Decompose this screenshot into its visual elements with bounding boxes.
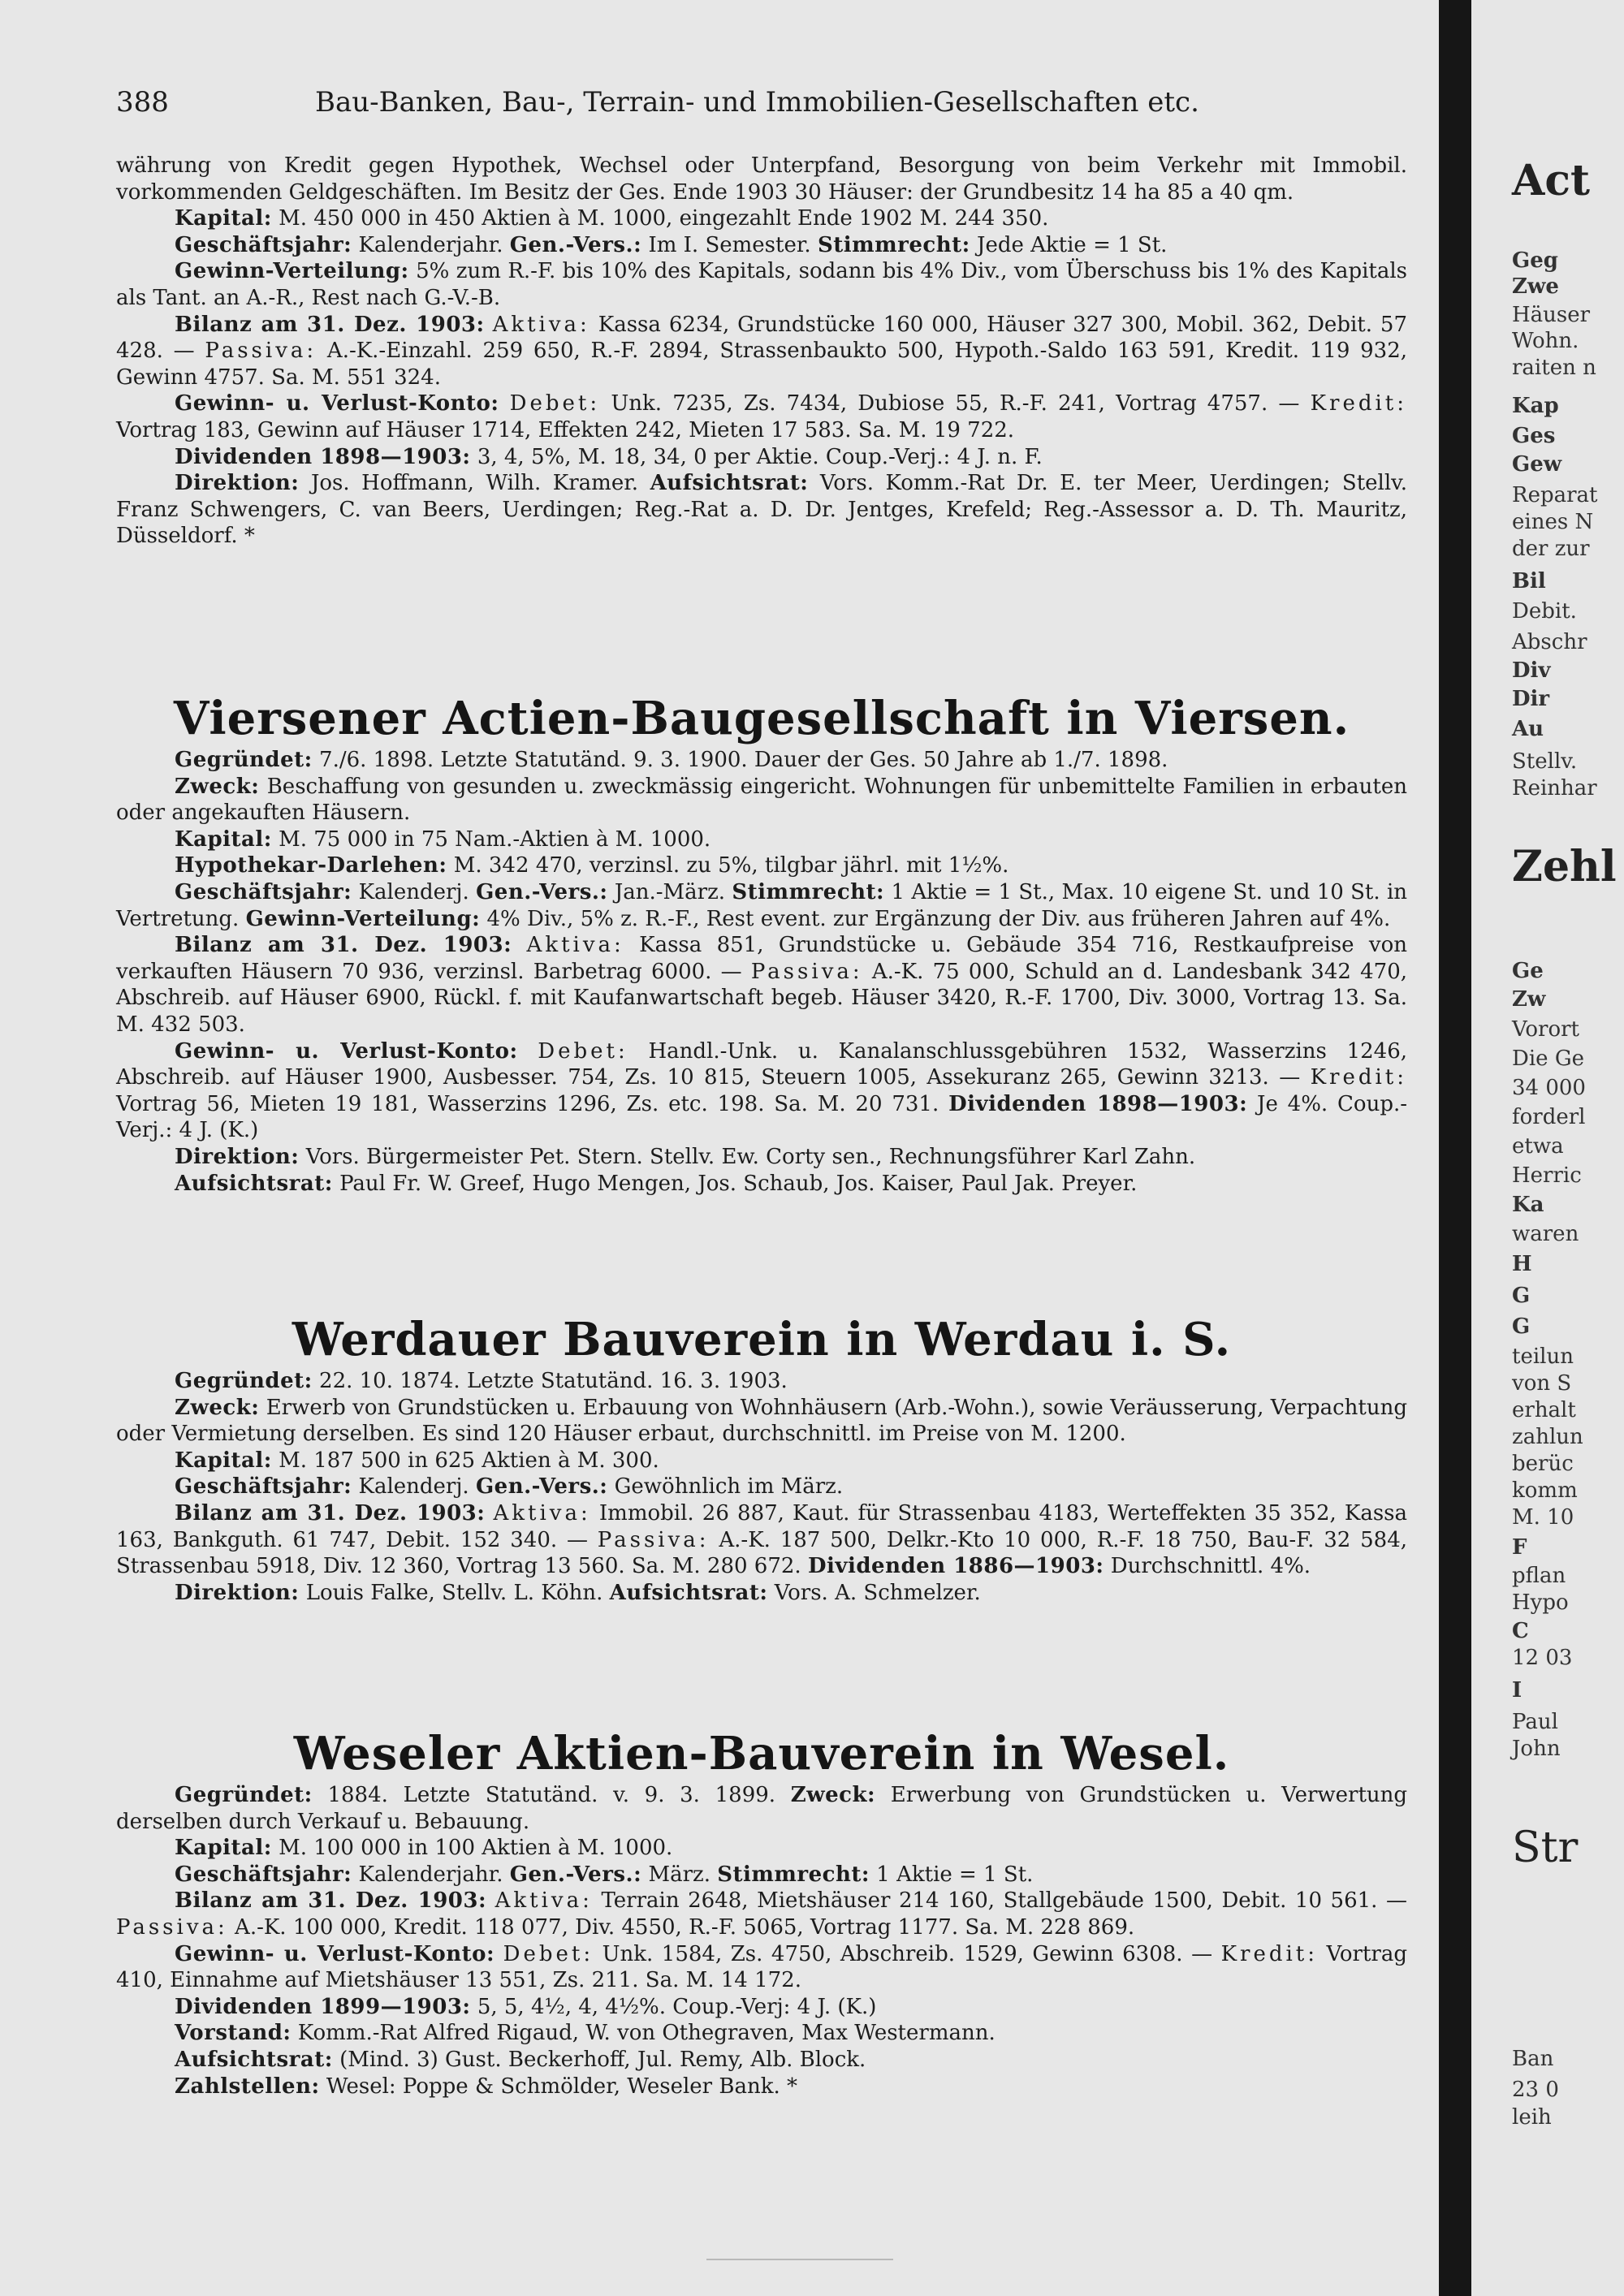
frag-text: G [1512,1314,1531,1339]
kapital-value: M. 75 000 in 75 Nam.-Aktien à M. 1000. [279,826,711,852]
gen-vers-value: März. [648,1862,710,1887]
guv-label: Gewinn- u. Verlust-Konto: [175,391,499,416]
aufsichtsrat-label: Aufsichtsrat: [609,1580,768,1605]
direktion-line [116,1580,1407,1607]
guv-label: Gewinn- u. Verlust-Konto: [175,1941,495,1966]
debet-label: Debet: [503,1941,594,1966]
kredit-value: Vortrag 183, Gewinn auf Häuser 1714, Effekten 242, Mieten 17 583. Sa. M. 19 722. [116,417,1015,442]
passiva-label: Passiva: [597,1527,710,1552]
dividenden-label: Dividenden 1898—1903: [175,444,471,469]
dividenden-line [116,444,1407,471]
stimmrecht-label: Stimmrecht: [817,232,970,257]
frag-text: Zehl [1512,842,1617,891]
zahlstellen-value: Wesel: Poppe & Schmölder, Weseler Bank. * [326,2074,797,2099]
geschaeftsjahr-line [116,1474,1407,1500]
zahlstellen-label: Zahlstellen: [175,2074,320,2099]
zweck-value: Erwerbung von Grundstücken u. Verwertung derselben durch Verkauf u. Bebauung. [116,1783,1408,1834]
frag-text: M. 10 [1512,1505,1574,1530]
kapital-line [116,1448,1407,1474]
stimmrecht-label: Stimmrecht: [717,1862,870,1887]
debet-value: Unk. 7235, Zs. 7434, Dubiose 55, R.-F. 241, Vortrag 4757. — [611,391,1300,416]
geschaeftsjahr-value: Kalenderj. [358,879,469,904]
guv-line [116,1941,1407,1994]
vorstand-value: Komm.-Rat Alfred Rigaud, W. von Othegraven, Max Westermann. [297,2021,996,2046]
frag-text: Gew [1512,452,1562,477]
frag-text: Debit. [1512,599,1577,624]
geschaeftsjahr-value: Kalenderjahr. [358,1862,503,1887]
zweck-label: Zweck: [175,1395,260,1420]
gegruendet-label: Gegründet: [175,1369,313,1393]
gewinn-label: Gewinn-Verteilung: [175,259,409,284]
aufsichtsrat-value: Vors. A. Schmelzer. [774,1580,981,1605]
aktiva-value: Kassa 851, Grundstücke u. Gebäude 354 716, Restkaufpreise von verkauften Häusern 70 936, verzinsl. Barbetrag 6000. — [116,933,1407,984]
frag-text: Vorort [1512,1017,1580,1042]
stimmrecht-value: 1 Aktie = 1 St. [876,1862,1034,1887]
debet-value: Unk. 1584, Zs. 4750, Abschreib. 1529, Gewinn 6308. — [602,1941,1213,1966]
passiva-value: A.-K.-Einzahl. 259 650, R.-F. 2894, Strassenbaukto 500, Hypoth.-Saldo 163 591, Kredit. 119 932, Gewinn 4757. Sa. M. 551 324. [116,339,1407,390]
frag-text: I [1512,1678,1522,1703]
kapital-value: M. 187 500 in 625 Aktien à M. 300. [279,1448,659,1473]
passiva-value: A.-K. 75 000, Schuld an d. Landesbank 342 470, Abschreib. auf Häuser 6900, Rückl. f. mit Kaufanwartschaft begeb. Häuser 3420, R.-F. 1700, Div. 3000, Vortrag 13. Sa. M. 432 503. [116,959,1408,1037]
page-number: 388 [116,86,169,119]
frag-text: Hypo [1512,1590,1569,1615]
bilanz-label: Bilanz am 31. Dez. 1903: [175,312,485,337]
frag-text: Zwe [1512,274,1559,299]
frag-text: C [1512,1619,1529,1643]
debet-value: Handl.-Unk. u. Kanalanschlussgebühren 1532, Wasserzins 1246, Abschreib. auf Häuser 1900, Ausbesser. 754, Zs. 10 815, Steuern 1005, Assekuranz 265, Gewinn 3213. — [116,1038,1408,1090]
kredit-value: Vortrag 56, Mieten 19 181, Wasserzins 1296, Zs. etc. 198. Sa. M. 20 731. [116,1091,939,1116]
geschaeftsjahr-label: Geschäftsjahr: [175,232,352,257]
gen-vers-value: Gewöhnlich im März. [614,1474,844,1500]
frag-text: Wohn. [1512,329,1579,353]
aufsichtsrat-value: (Mind. 3) Gust. Beckerhoff, Jul. Remy, Alb. Block. [339,2047,866,2072]
passiva-label: Passiva: [205,339,317,364]
adjacent-page-fragment [1471,0,1624,2296]
frag-text: pflan [1512,1564,1566,1588]
kapital-line [116,1835,1407,1862]
debet-label: Debet: [509,391,601,416]
hypothekar-value: M. 342 470, verzinsl. zu 5%, tilgbar jährl. mit 1½%. [453,853,1009,878]
gegruendet-label: Gegründet: [175,1783,313,1807]
gen-vers-value: Jan.-März. [614,879,726,904]
direktion-label: Direktion: [175,471,300,496]
frag-text: 34 000 [1512,1076,1586,1100]
aufsichtsrat-line [116,2047,1407,2074]
frag-text: erhalt [1512,1398,1576,1422]
frag-text: von S [1512,1371,1572,1396]
frag-text: leih [1512,2105,1552,2130]
frag-text: John [1512,1737,1561,1761]
entry-wesel [116,1725,1407,2100]
kapital-label: Kapital: [175,826,272,852]
frag-text: Div [1512,658,1551,683]
zweck-value: Erwerb von Grundstücken u. Erbauung von Wohnhäusern (Arb.-Wohn.), sowie Veräusserung, Verpachtung oder Vermietung derselben. Es sind 120 Häuser erbaut, durchschnittl. im Preise von M. 1200. [116,1395,1408,1447]
frag-text: Str [1512,1823,1579,1872]
geschaeftsjahr-value: Kalenderj. [358,1474,469,1500]
frag-text: waren [1512,1222,1579,1246]
gegruendet-value: 1884. Letzte Statutänd. v. 9. 3. 1899. [327,1783,776,1807]
entry-viersen [116,690,1407,1197]
gegruendet-value: 7./6. 1898. Letzte Statutänd. 9. 3. 1900. Dauer der Ges. 50 Jahre ab 1./7. 1898. [319,748,1168,772]
frag-text: Dir [1512,687,1550,711]
book-gutter [1439,0,1471,2296]
passiva-label: Passiva: [116,1914,228,1940]
bilanz-label: Bilanz am 31. Dez. 1903: [175,1888,487,1914]
gewinn-value: 4% Div., 5% z. R.-F., Rest event. zur Ergänzung der Div. aus früheren Jahren auf 4%. [486,906,1391,931]
frag-text: zahlun [1512,1425,1583,1449]
frag-text: teilun [1512,1344,1574,1369]
geschaeftsjahr-label: Geschäftsjahr: [175,1474,352,1500]
kredit-value: Vortrag 410, Einnahme auf Mietshäuser 13 551, Zs. 211. Sa. M. 14 172. [116,1941,1408,1993]
dividenden-value: Durchschnittl. 4%. [1110,1554,1311,1579]
gewinn-line [116,258,1407,311]
guv-line [116,1038,1407,1144]
bilanz-line [116,932,1407,1038]
direktion-line [116,470,1407,550]
kapital-line [116,205,1407,232]
bilanz-line [116,1888,1407,1940]
kapital-label: Kapital: [175,206,272,231]
aktiva-label: Aktiva: [493,1500,591,1526]
entry-continuation [116,153,1407,550]
aktiva-value: Immobil. 26 887, Kaut. für Strassenbau 4183, Werteffekten 35 352, Kassa 163, Bankguth. 61 747, Debit. 152 340. — [116,1500,1408,1552]
frag-text: Reinhar [1512,776,1597,801]
kredit-label: Kredit: [1310,1065,1408,1090]
direktion-value: Vors. Bürgermeister Pet. Stern. Stellv. Ew. Corty sen., Rechnungsführer Karl Zahn. [305,1144,1196,1169]
frag-text: etwa [1512,1134,1564,1159]
gegruendet-value: 22. 10. 1874. Letzte Statutänd. 16. 3. 1903. [319,1369,788,1393]
frag-text: Kap [1512,394,1559,418]
frag-text: Paul [1512,1710,1558,1734]
direktion-value: Louis Falke, Stellv. L. Köhn. [305,1580,603,1605]
kredit-label: Kredit: [1220,1941,1318,1966]
frag-text: Ka [1512,1193,1544,1217]
guv-label: Gewinn- u. Verlust-Konto: [175,1038,518,1064]
dividenden-line [116,1994,1407,2021]
aktiva-value: Terrain 2648, Mietshäuser 214 160, Stallgebäude 1500, Debit. 10 561. — [601,1888,1407,1914]
gen-vers-label: Gen.-Vers.: [509,1862,642,1887]
frag-text: Ban [1512,2047,1554,2071]
gegruendet-line [116,747,1407,774]
frag-text: Zw [1512,987,1546,1012]
direktion-line [116,1144,1407,1171]
geschaeftsjahr-line [116,1862,1407,1888]
dividenden-label: Dividenden 1886—1903: [807,1554,1104,1579]
frag-text: der zur [1512,537,1590,561]
bilanz-line [116,312,1407,391]
direktion-label: Direktion: [175,1144,300,1169]
gen-vers-label: Gen.-Vers.: [476,879,608,904]
gen-vers-value: Im I. Semester. [648,232,811,257]
aufsichtsrat-line [116,1171,1407,1198]
bilanz-label: Bilanz am 31. Dez. 1903: [175,933,512,958]
aufsichtsrat-label: Aufsichtsrat: [650,471,809,496]
dividenden-value: Je 4%. Coup.-Verj.: 4 J. (K.) [116,1091,1408,1143]
kapital-value: M. 450 000 in 450 Aktien à M. 1000, eingezahlt Ende 1902 M. 244 350. [279,206,1049,231]
vorstand-label: Vorstand: [175,2021,292,2046]
frag-text: H [1512,1252,1532,1276]
dividenden-value: 5, 5, 4½, 4, 4½%. Coup.-Verj: 4 J. (K.) [477,1994,877,2019]
end-rule [706,2259,893,2260]
frag-text: Abschr [1512,630,1587,654]
frag-text: forderl [1512,1105,1586,1129]
kapital-value: M. 100 000 in 100 Aktien à M. 1000. [279,1836,673,1861]
kapital-line [116,826,1407,853]
bilanz-line [116,1500,1407,1580]
debet-label: Debet: [538,1038,628,1064]
kapital-label: Kapital: [175,1448,272,1473]
zweck-label: Zweck: [790,1783,876,1807]
frag-text: Act [1512,156,1591,205]
dividenden-label: Dividenden 1899—1903: [175,1994,471,2019]
frag-text: Ges [1512,424,1556,448]
entry-title: Viersener Actien-Baugesellschaft in Viersen. [173,692,1350,745]
frag-text: komm [1512,1478,1578,1503]
frag-text: 12 03 [1512,1646,1573,1670]
frag-text: berüc [1512,1452,1574,1476]
passiva-value: A.-K. 100 000, Kredit. 118 077, Div. 4550, R.-F. 5065, Vortrag 1177. Sa. M. 228 869. [235,1914,1135,1940]
frag-text: Bil [1512,569,1546,593]
direktion-label: Direktion: [175,1580,300,1605]
aktiva-label: Aktiva: [526,933,624,958]
gewinn-value: 5% zum R.-F. bis 10% des Kapitals, sodann bis 4% Div., vom Überschuss bis 1% des Kapitals als Tant. an A.-R., Rest nach G.-V.-B. [116,259,1408,310]
frag-text: Herric [1512,1163,1582,1188]
gen-vers-label: Gen.-Vers.: [509,232,642,257]
geschaeftsjahr-line [116,879,1407,932]
gegruendet-line [116,1368,1407,1395]
zweck-line [116,1395,1407,1448]
frag-text: Häuser [1512,303,1591,327]
guv-line [116,391,1407,443]
geschaeftsjahr-label: Geschäftsjahr: [175,879,352,904]
geschaeftsjahr-value: Kalenderjahr. [358,232,503,257]
running-title: Bau-Banken, Bau-, Terrain- und Immobilien-Gesellschaften etc. [315,86,1199,119]
hypothekar-line [116,852,1407,879]
stimmrecht-label: Stimmrecht: [732,879,885,904]
frag-text: 23 0 [1512,2078,1559,2102]
aktiva-label: Aktiva: [492,312,590,337]
gegruendet-line [116,1782,1407,1835]
kapital-label: Kapital: [175,1836,272,1861]
frag-text: Stellv. [1512,749,1578,774]
frag-text: F [1512,1535,1527,1560]
direktion-value: Jos. Hoffmann, Wilh. Kramer. [310,471,639,496]
dividenden-label: Dividenden 1898—1903: [948,1091,1248,1116]
frag-text: eines N [1512,510,1594,534]
hypothekar-label: Hypothekar-Darlehen: [175,853,447,878]
kredit-label: Kredit: [1310,391,1407,416]
zweck-line [116,774,1407,826]
frag-text: Reparat [1512,483,1598,507]
bilanz-label: Bilanz am 31. Dez. 1903: [175,1500,486,1526]
zweck-value: Beschaffung von gesunden u. zweckmässig eingericht. Wohnungen für unbemittelte Familien in erbauten oder angekauften Häusern. [116,774,1407,826]
gewinn-label: Gewinn-Verteilung: [245,906,481,931]
entry-title: Weseler Aktien-Bauverein in Wesel. [293,1727,1230,1780]
entry-title: Werdauer Bauverein in Werdau i. S. [292,1313,1232,1366]
frag-text: Geg [1512,248,1558,273]
stimmrecht-value: 1 Aktie = 1 St., Max. 10 eigene St. und 10 St. in Vertretung. [116,879,1408,931]
frag-text: G [1512,1284,1531,1308]
intro-text: währung von Kredit gegen Hypothek, Wechsel oder Unterpfand, Besorgung von beim Verkehr mit Immobil. vorkommenden Geldgeschäften. Im Besitz der Ges. Ende 1903 30 Häuser: der Grundbesitz 14 ha 85 a 40 qm. [116,153,1407,205]
frag-text: raiten n [1512,356,1596,380]
zahlstellen-line [116,2074,1407,2100]
frag-text: Au [1512,717,1544,741]
aufsichtsrat-value: Vors. Komm.-Rat Dr. E. ter Meer, Uerdingen; Stellv. Franz Schwengers, C. van Beers, Uerdingen; Reg.-Rat a. D. Dr. Jentges, Krefeld; Reg.-Assessor a. D. Th. Mauritz, Düsseldorf. * [116,471,1408,549]
dividenden-value: 3, 4, 5%, M. 18, 34, 0 per Aktie. Coup.-Verj.: 4 J. n. F. [477,444,1043,469]
geschaeftsjahr-line [116,232,1407,259]
passiva-value: A.-K. 187 500, Delkr.-Kto 10 000, R.-F. 18 750, Bau-F. 32 584, Strassenbau 5918, Div. 12 360, Vortrag 13 560. Sa. M. 280 672. [116,1527,1408,1579]
frag-text: Ge [1512,959,1544,983]
aufsichtsrat-value: Paul Fr. W. Greef, Hugo Mengen, Jos. Schaub, Jos. Kaiser, Paul Jak. Preyer. [339,1171,1138,1196]
aufsichtsrat-label: Aufsichtsrat: [175,1171,333,1196]
aktiva-label: Aktiva: [495,1888,593,1914]
gen-vers-label: Gen.-Vers.: [475,1474,608,1500]
geschaeftsjahr-label: Geschäftsjahr: [175,1862,352,1887]
aufsichtsrat-label: Aufsichtsrat: [175,2047,333,2072]
zweck-label: Zweck: [175,774,260,799]
frag-text: Die Ge [1512,1047,1584,1071]
entry-werdau [116,1311,1407,1606]
gegruendet-label: Gegründet: [175,748,313,772]
passiva-label: Passiva: [750,959,863,984]
aktiva-value: Kassa 6234, Grundstücke 160 000, Häuser 327 300, Mobil. 362, Debit. 57 428. — [116,312,1408,364]
stimmrecht-value: Jede Aktie = 1 St. [977,232,1168,257]
page-header [116,78,1407,127]
vorstand-line [116,2020,1407,2047]
